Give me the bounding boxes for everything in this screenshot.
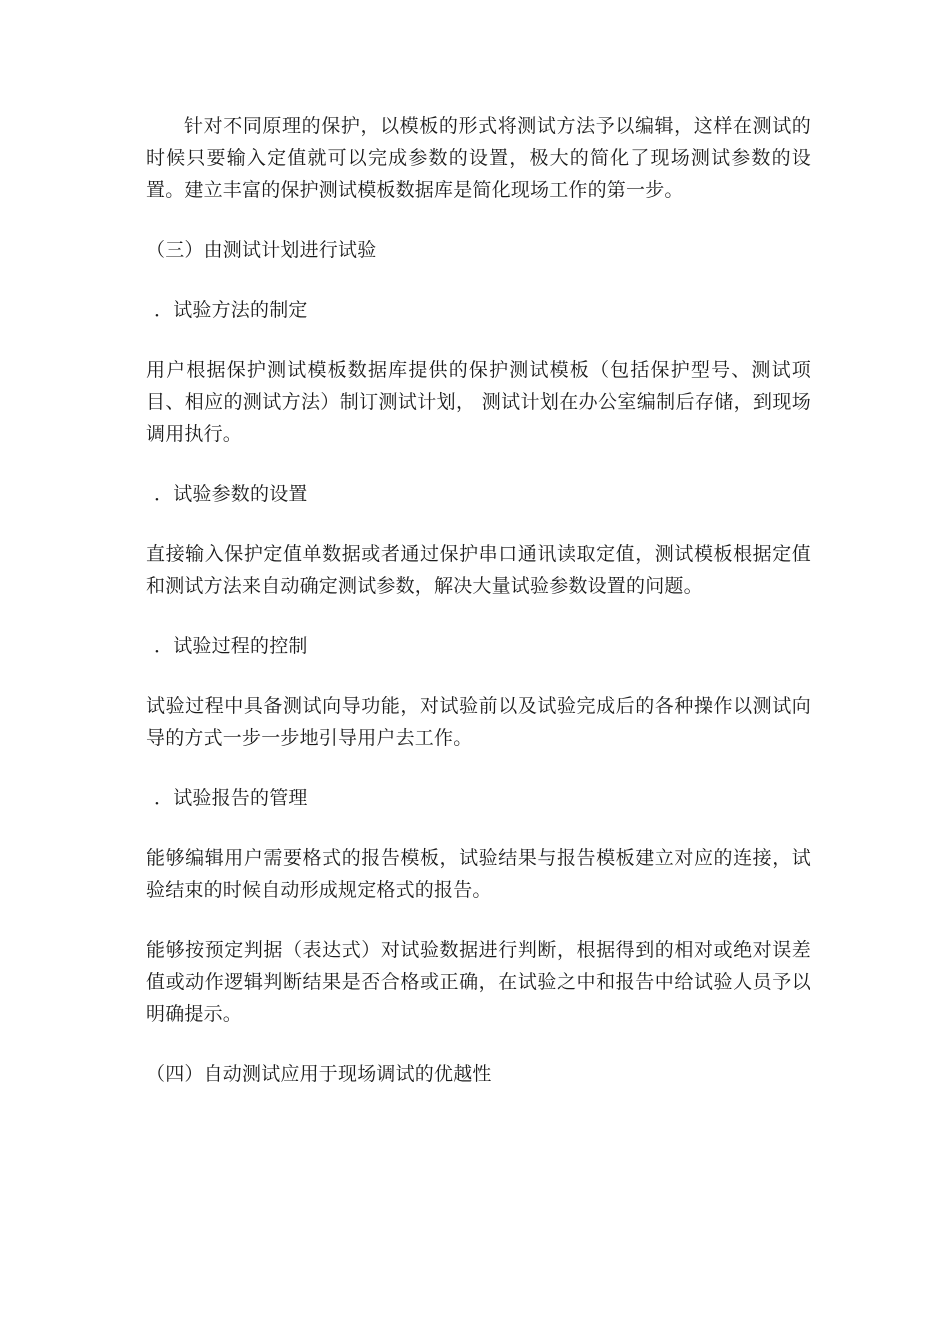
subheading-test-report: ．试验报告的管理 xyxy=(154,787,308,809)
paragraph-test-control: 试验过程中具备测试向导功能，对试验前以及试验完成后的各种操作以测试向导的方式一步一步地引导用户去工作。 xyxy=(146,695,811,749)
section-heading-3: （三）由测试计划进行试验 xyxy=(146,239,377,261)
subheading-test-method: ．试验方法的制定 xyxy=(154,299,308,321)
paragraph-template-intro: 针对不同原理的保护，以模板的形式将测试方法予以编辑，这样在测试的时候只要输入定值就可以完成参数的设置，极大的简化了现场测试参数的设置。建立丰富的保护测试模板数据库是简化现场工作的第一步。 xyxy=(146,115,811,201)
paragraph-test-judgement: 能够按预定判据（表达式）对试验数据进行判断，根据得到的相对或绝对误差值或动作逻辑判断结果是否合格或正确，在试验之中和报告中给试验人员予以明确提示。 xyxy=(146,939,811,1025)
paragraph-test-parameters: 直接输入保护定值单数据或者通过保护串口通讯读取定值，测试模板根据定值和测试方法来自动确定测试参数，解决大量试验参数设置的问题。 xyxy=(146,543,811,597)
paragraph-test-method: 用户根据保护测试模板数据库提供的保护测试模板（包括保护型号、测试项目、相应的测试方法）制订测试计划， 测试计划在办公室编制后存储，到现场调用执行。 xyxy=(146,359,811,445)
section-heading-4: （四）自动测试应用于现场调试的优越性 xyxy=(146,1063,492,1085)
subheading-test-control: ．试验过程的控制 xyxy=(154,635,308,657)
document-page xyxy=(146,110,811,1118)
subheading-test-parameters: ．试验参数的设置 xyxy=(154,483,308,505)
paragraph-test-report: 能够编辑用户需要格式的报告模板，试验结果与报告模板建立对应的连接，试验结束的时候自动形成规定格式的报告。 xyxy=(146,847,811,901)
